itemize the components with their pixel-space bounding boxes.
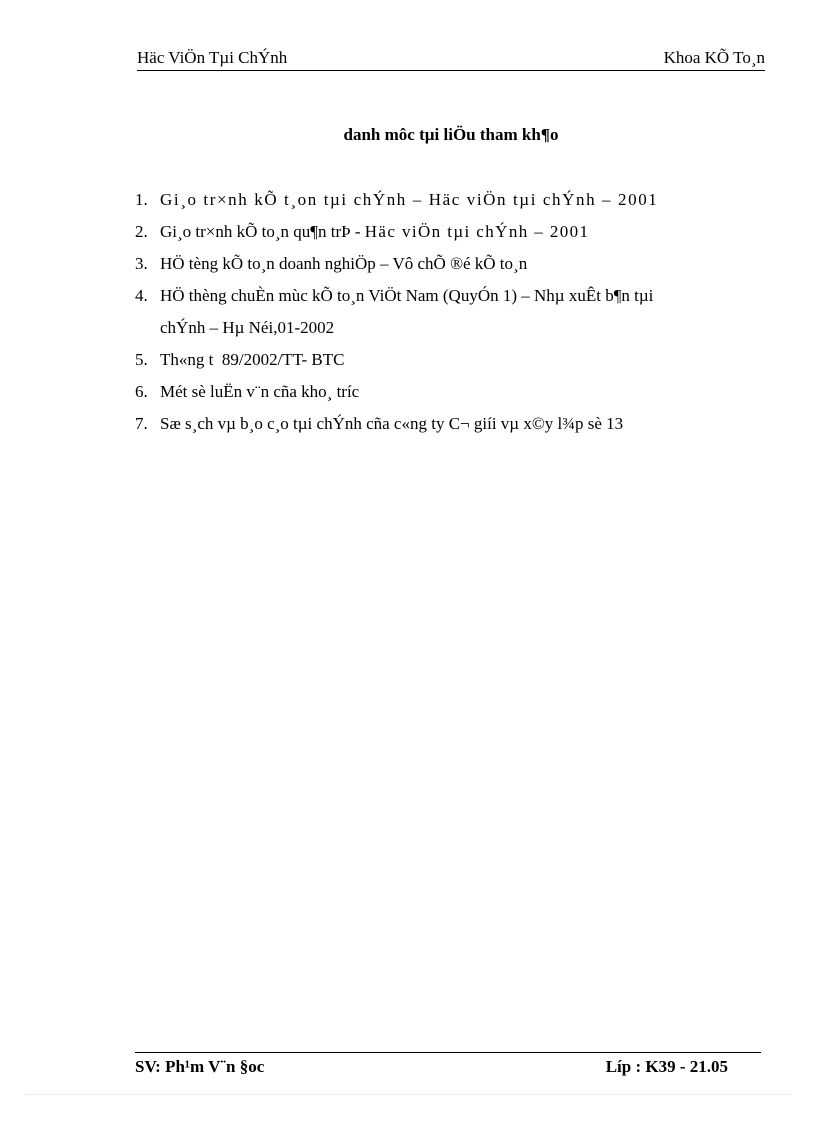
header-institution: Häc ViÖn Tµi ChÝnh xyxy=(137,48,288,67)
reference-text xyxy=(160,280,755,344)
reference-number: 5. xyxy=(135,350,148,369)
reference-text-part: Gi¸o tr×nh kÕ to¸n qu¶n trÞ - xyxy=(160,222,365,241)
reference-text-line: HÖ thèng chuÈn mùc kÕ to¸n ViÖt Nam (QuyÓn 1) – Nhµ xuÊt b¶n tµi xyxy=(160,286,654,305)
reference-number: 1. xyxy=(135,190,148,209)
page-bottom-divider xyxy=(24,1094,792,1095)
reference-item xyxy=(135,184,755,216)
reference-list xyxy=(135,184,755,440)
page-footer xyxy=(135,1052,761,1077)
reference-item xyxy=(135,280,755,344)
reference-number: 2. xyxy=(135,222,148,241)
reference-number: 7. xyxy=(135,414,148,433)
reference-text: HÖ tèng kÕ to¸n doanh nghiÖp – Vô chÕ ®é kÕ to¸n xyxy=(160,254,528,273)
reference-number: 6. xyxy=(135,382,148,401)
reference-item xyxy=(135,408,755,440)
footer-student: SV: Ph¹m V¨n §oc xyxy=(135,1057,265,1076)
reference-text: Mét sè luËn v¨n cña kho¸ tríc xyxy=(160,382,360,401)
reference-item xyxy=(135,376,755,408)
footer-class: Líp : K39 - 21.05 xyxy=(605,1057,728,1076)
reference-text-part: Häc viÖn tµi chÝnh – 2001 xyxy=(364,222,590,241)
reference-text xyxy=(160,216,755,248)
reference-text-line: chÝnh – Hµ Néi,01-2002 xyxy=(160,318,335,337)
reference-text: Sæ s¸ch vµ b¸o c¸o tµi chÝnh cña c«ng ty C¬ giíi vµ x©y l¾p sè 13 xyxy=(160,414,624,433)
reference-number: 4. xyxy=(135,286,148,305)
reference-item xyxy=(135,344,755,376)
page-title: danh môc tµi liÖu tham kh¶o xyxy=(343,125,559,144)
header-department: Khoa KÕ To¸n xyxy=(663,48,765,67)
reference-text: Gi¸o tr×nh kÕ t¸on tµi chÝnh – Häc viÖn tµi chÝnh – 2001 xyxy=(160,190,659,209)
page-header xyxy=(137,48,765,71)
reference-text: Th«ng t 89/2002/TT- BTC xyxy=(160,350,345,369)
reference-item xyxy=(135,248,755,280)
reference-item xyxy=(135,216,755,248)
reference-number: 3. xyxy=(135,254,148,273)
